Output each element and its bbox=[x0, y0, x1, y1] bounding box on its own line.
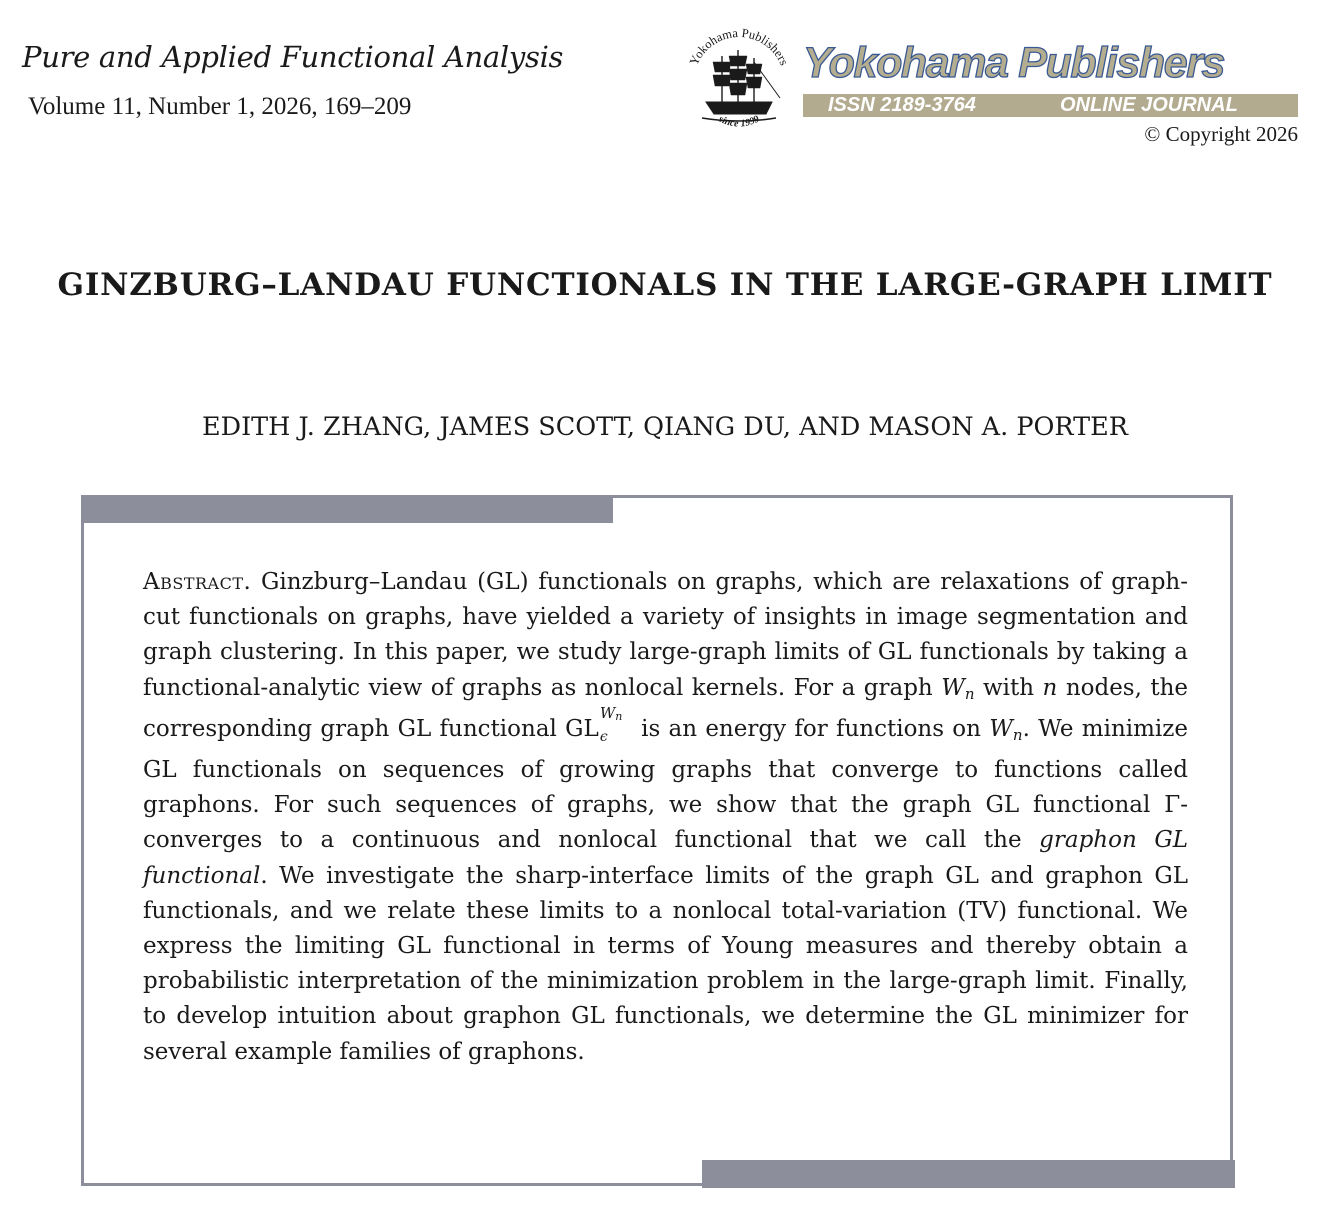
online-journal-label: ONLINE JOURNAL bbox=[1060, 94, 1238, 116]
gl-sup-w: W bbox=[599, 703, 616, 722]
article-title: GINZBURG–LANDAU FUNCTIONALS IN THE LARGE-GRAPH LIMIT bbox=[57, 267, 1273, 303]
publisher-seal bbox=[682, 22, 796, 136]
gl-super-sub bbox=[599, 703, 633, 745]
abstract-part-4: is an energy for functions on bbox=[641, 715, 981, 742]
copyright: © Copyright 2026 bbox=[1144, 122, 1298, 146]
abstract-part-2: with bbox=[982, 674, 1035, 701]
journal-volume: Volume 11, Number 1, 2026, 169–209 bbox=[28, 93, 412, 120]
frame-accent-top bbox=[81, 495, 613, 523]
abstract-text bbox=[143, 565, 1188, 1070]
abstract-part-6: . We investigate the sharp-interface limits of the graph GL and graphon GL functionals, and we relate these limits to a nonlocal total-variation (TV) functional. We express the limiting GL functional in terms of Young measures and thereby obtain a probabilistic interpretation of the minimization problem in the large-graph limit. Finally, to develop intuition about graphon GL functionals, we determine the GL minimizer for several example families of graphons. bbox=[143, 862, 1188, 1065]
abstract-label: Abstract. bbox=[143, 569, 252, 595]
frame-accent-bottom bbox=[702, 1160, 1235, 1188]
article-authors: EDITH J. ZHANG, JAMES SCOTT, QIANG DU, AND MASON A. PORTER bbox=[202, 412, 1128, 442]
publisher-name: Yokohama Publishers bbox=[803, 39, 1225, 87]
italic-term: graphon GL functional bbox=[143, 827, 1188, 889]
math-w-sub-n: n bbox=[964, 684, 975, 703]
issn-bar bbox=[803, 94, 1298, 117]
seal-top-text: Yokohama Publishers bbox=[686, 25, 792, 68]
seal-bottom-text: since 1999 bbox=[716, 113, 762, 130]
math-w: W bbox=[941, 674, 965, 701]
abstract-part-1: Ginzburg–Landau (GL) functionals on graphs, which are relaxations of graph-cut functionals on graphs, have yielded a variety of insights in image segmentation and graph clustering. In this paper, we study large-graph limits of GL functionals by taking a functional-analytic view of graphs as nonlocal kernels. For a graph bbox=[143, 569, 1188, 701]
sailing-ship-icon bbox=[702, 50, 780, 121]
journal-name: Pure and Applied Functional Analysis bbox=[22, 40, 564, 74]
math-w-2: W bbox=[989, 715, 1013, 742]
gl-sub-eps: ϵ bbox=[599, 728, 608, 745]
abstract-part-5: . We minimize GL functionals on sequences of growing graphs that converge to functions called graphons. For such sequences of graphs, we show that the graph GL functional Γ-converges to a continuous and nonlocal functional that we call the bbox=[143, 715, 1189, 854]
abstract-part-3: nodes, the corresponding graph GL functional GL bbox=[143, 674, 1189, 742]
math-w-2-sub-n: n bbox=[1012, 725, 1023, 744]
issn-label: ISSN 2189-3764 bbox=[828, 94, 976, 116]
math-n: n bbox=[1042, 674, 1058, 701]
gl-sup-n: n bbox=[615, 709, 623, 723]
